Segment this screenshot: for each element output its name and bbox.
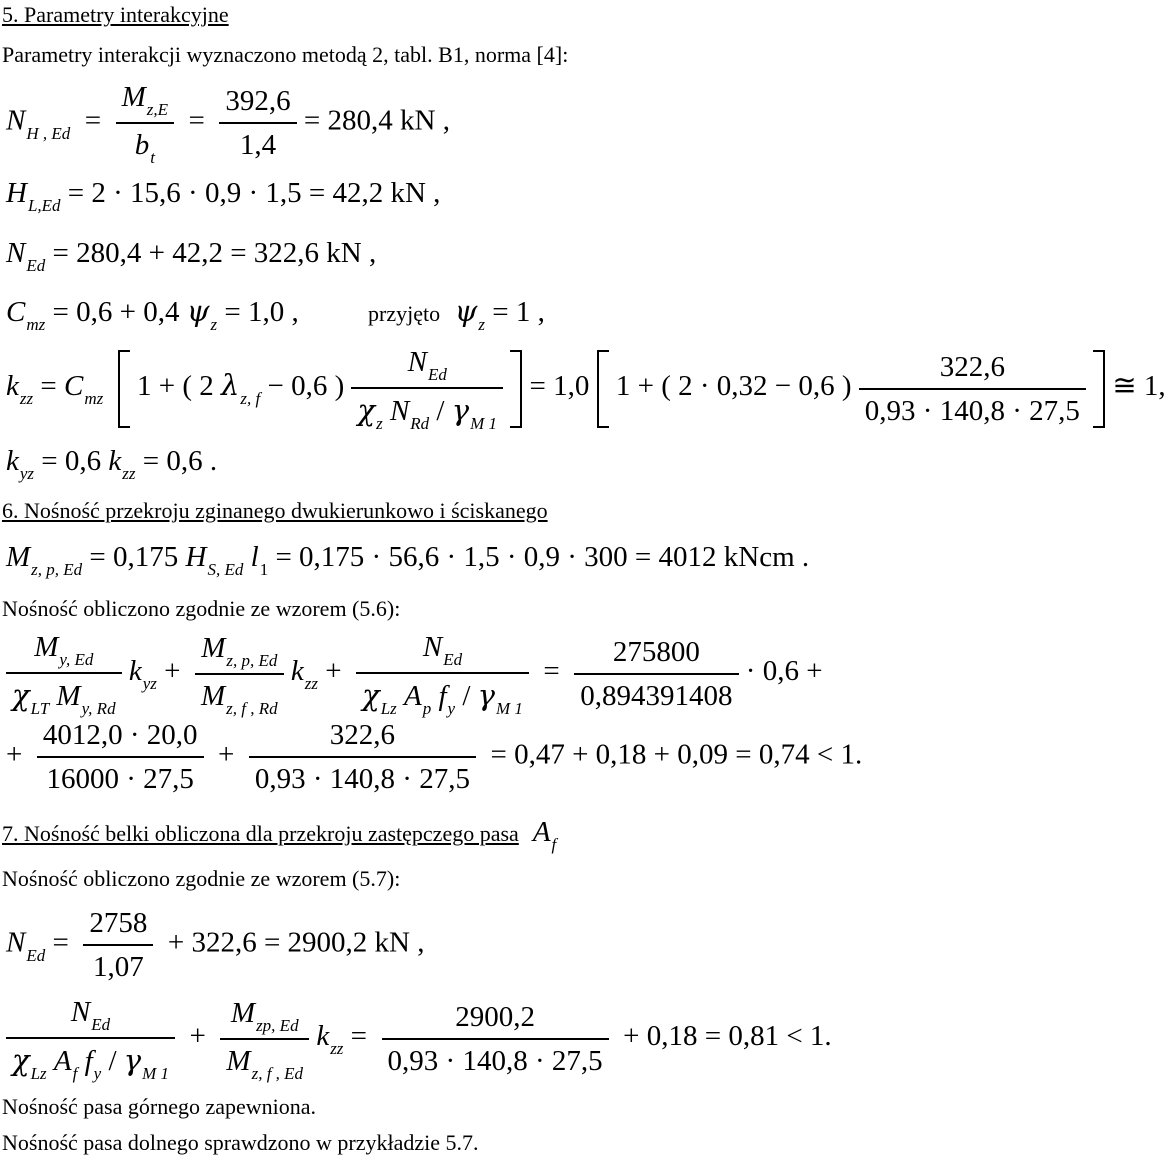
equation-mzped: $M_{z, p, Ed} = 0,175$ $H_{S, Ed}$ $l_1 = 0,175 \cdot 56,6 \cdot 1,5 \cdot 0,9 \cdot 300 = 4012$ kNcm . <box>6 541 810 579</box>
equation-ned: $N_{Ed} = 280,4 + 42,2 = 322,6$ kN , <box>6 237 377 275</box>
section-5-heading: 5. Parametry interakcyjne <box>2 2 229 27</box>
section-7-heading-row: 7. Nośność belki obliczona dla przekroju zastępczego pasa $A_f$ <box>2 816 557 854</box>
conclusion-top-flange: Nośność pasa górnego zapewniona. <box>2 1094 317 1119</box>
equation-5-7: $\frac{N_{Ed}}{\chi_{Lz} A_f f_y / \gamma_{M 1}}$ + $\frac{M_{zp, Ed}}{M_{z, f , Ed}}$ $k_{zz}$ = $\frac{2900,2}{0,93 \cdot 140,8 \cdot 27,5}$ + 0,18 = 0,81 < 1. <box>6 995 832 1082</box>
equation-hled: $H_{L,Ed} = 2 \cdot 15,6 \cdot 0,9 \cdot 1,5 = 42,2$ kN , <box>6 177 441 215</box>
przyjeto-label: przyjęto <box>368 301 441 326</box>
equation-5-6-line-1: $\frac{M_{y, Ed}}{\chi_{LT} M_{y, Rd}}$ $k_{yz}$ + $\frac{M_{z, p, Ed}}{M_{z, f , Rd}}$ $k_{zz}$ + $\frac{N_{Ed}}{\chi_{Lz} A_p f_y / \gamma_{M 1}}$ = $\frac{275800}{0,894391408}$ · 0,6 + <box>6 630 823 717</box>
section-5-intro: Parametry interakcji wyznaczono metodą 2, tabl. B1, norma [4]: <box>2 42 569 67</box>
equation-5-7-ned: $N_{Ed}$ = $\frac{2758}{1,07}$ + 322,6 = 2900,2 kN , <box>6 907 425 983</box>
equation-cmz: $C_{mz} = 0,6 + 0,4$ $\psi_z = 1,0$ , <box>6 294 299 334</box>
equation-kyz: $k_{yz} = 0,6$ $k_{zz} = 0,6$ . <box>6 445 218 483</box>
section-6-formula-note: Nośność obliczono zgodnie ze wzorem (5.6): <box>2 596 401 621</box>
section-7-heading: 7. Nośność belki obliczona dla przekroju zastępczego pasa <box>2 821 519 846</box>
section-7-formula-note: Nośność obliczono zgodnie ze wzorem (5.7): <box>2 866 401 891</box>
section-6-heading: 6. Nośność przekroju zginanego dwukierunkowo i ściskanego <box>2 498 548 523</box>
equation-kzz: $k_{zz} = C_{mz}$ 1 + ( 2 $\lambda_{z, f} - 0,6$ ) $\frac{N_{Ed}}{\chi_z N_{Rd} / \gamma_{M 1}}$ = 1,0 1 + ( 2 · 0,32 − 0,6 ) $\frac{322,6}{0,93 \cdot 140,8 \cdot 27,5}$ ≅ 1, <box>6 346 1166 433</box>
equation-psi: przyjęto $\psi_z = 1$ , <box>368 294 545 334</box>
conclusion-bottom-flange: Nośność pasa dolnego sprawdzono w przykładzie 5.7. <box>2 1130 479 1155</box>
equation-nhed: $N_{H , Ed}$ = $\frac{M_{z,E}}{b_t}$ = $\frac{392,6}{1,4}$ = 280,4 kN , <box>6 81 450 167</box>
nhed-result: = 280,4 kN , <box>303 104 450 137</box>
equation-5-6-line-2: + $\frac{4012,0 \cdot 20,0}{16000 \cdot 27,5}$ + $\frac{322,6}{0,93 \cdot 140,8 \cdot 27,5}$ = 0,47 + 0,18 + 0,09 = 0,74 < 1. <box>6 719 863 795</box>
